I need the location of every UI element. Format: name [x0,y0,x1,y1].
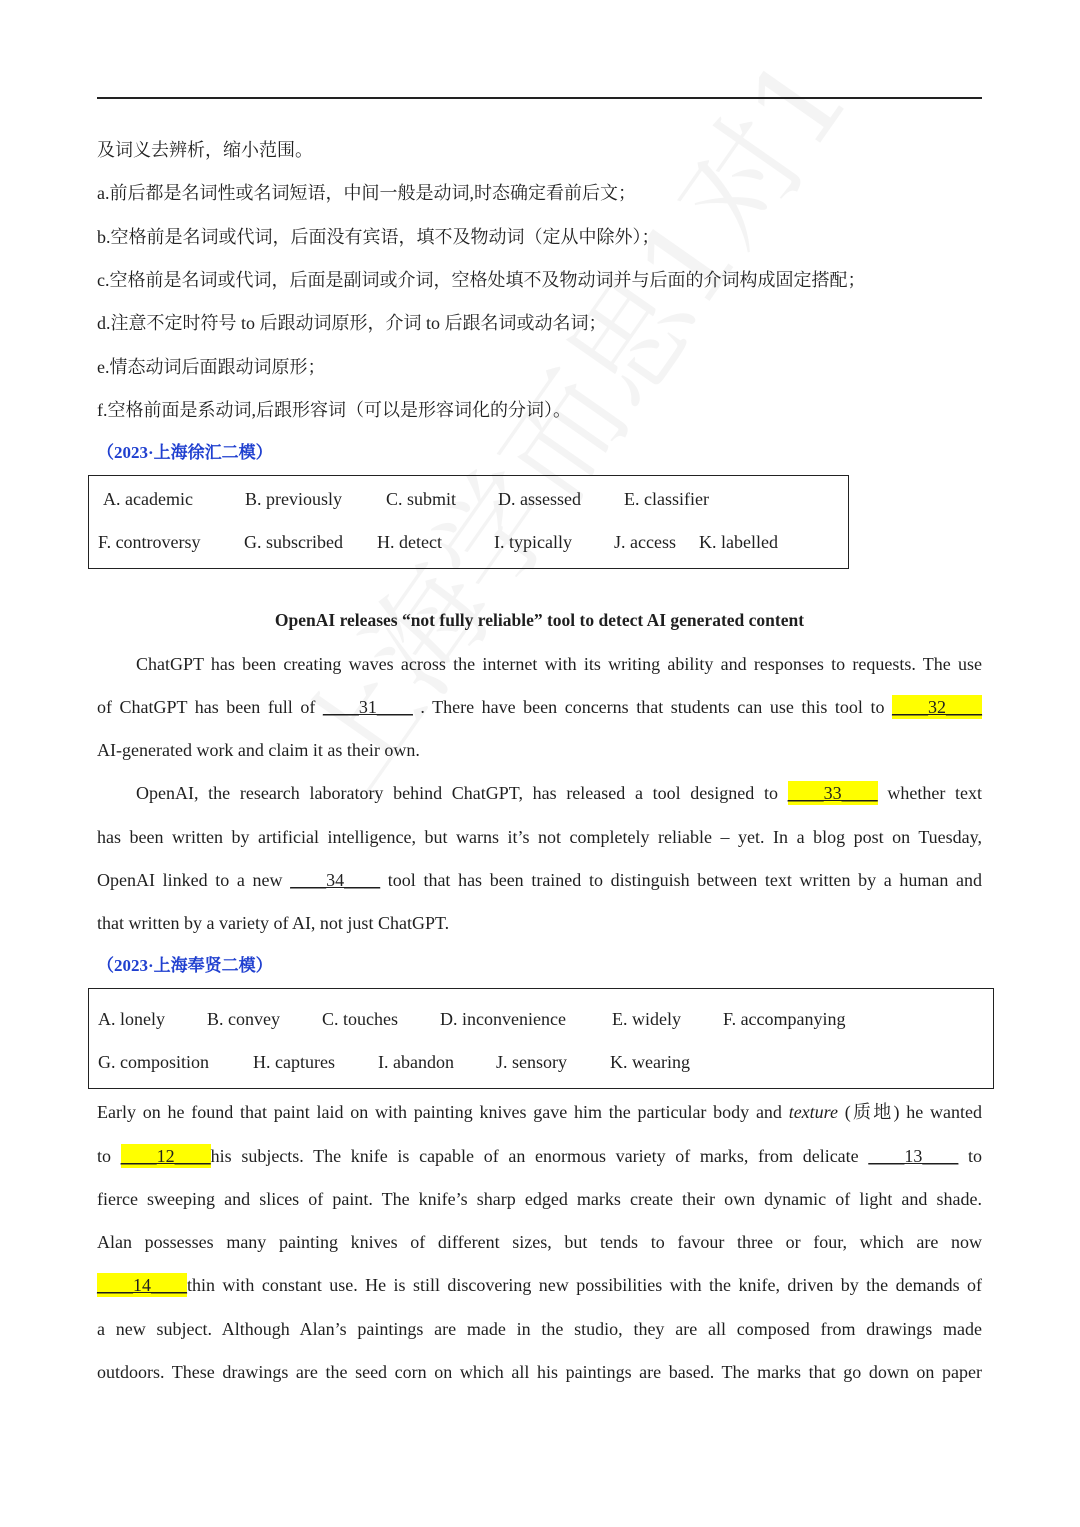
option: H. captures [253,1052,335,1072]
header-rule [97,97,982,99]
option: J. sensory [496,1052,567,1072]
option: K. labelled [699,532,778,552]
option: B. previously [245,489,342,509]
passage-line: ____14____thin with constant use. He is still discovering new possibilities with the knife, driven by the demands of [97,1275,982,1295]
passage-title: OpenAI releases “not fully reliable” tool to detect AI generated content [274,610,805,630]
option: E. classifier [624,489,709,509]
option: H. detect [377,532,442,552]
passage-line: of ChatGPT has been full of ____31____ . There have been concerns that students can use this tool to ____32____ [97,697,982,717]
passage-line: outdoors. These drawings are the seed corn on which all his paintings are based. The marks that go down on paper [97,1362,982,1382]
option: G. subscribed [244,532,343,552]
option: G. composition [98,1052,209,1072]
passage-line: Alan possesses many painting knives of different sizes, but tends to favour three or four, which are now [97,1232,982,1252]
passage-line: OpenAI, the research laboratory behind ChatGPT, has released a tool designed to ____33____ whether text [136,783,982,803]
passage-line: a new subject. Although Alan’s paintings are made in the studio, they are all composed from drawings made [97,1319,982,1339]
passage-line: that written by a variety of AI, not just ChatGPT. [97,913,450,933]
option: E. widely [612,1009,681,1029]
option: I. typically [494,532,572,552]
option: C. touches [322,1009,398,1029]
passage-line: AI-generated work and claim it as their own. [97,740,420,760]
option: I. abandon [378,1052,454,1072]
option: K. wearing [610,1052,690,1072]
source-label: （2023·上海徐汇二模） [97,443,273,462]
passage-line: ChatGPT has been creating waves across the internet with its writing ability and responses to requests. The use [136,654,982,674]
blank-12: ____12____ [120,1146,211,1166]
option: F. controversy [98,532,201,552]
option: C. submit [386,489,457,509]
option: J. access [614,532,676,552]
passage-line: fierce sweeping and slices of paint. The knife’s sharp edged marks create their own dynamic of light and shade. [97,1189,982,1209]
passage-line: has been written by artificial intelligence, but warns it’s not completely reliable – yet. In a blog post on Tuesday, [97,827,982,847]
blank-33: ____33____ [787,783,878,803]
passage-line: to ____12____his subjects. The knife is capable of an enormous variety of marks, from delicate ____13____ to [97,1146,982,1166]
blank-14: ____14____ [97,1275,187,1295]
blank-32: ____32____ [892,697,982,717]
note-line: b.空格前是名词或代词，后面没有宾语，填不及物动词（定从中除外）； [97,227,660,247]
options-box [88,988,994,1089]
note-line: 及词义去辨析，缩小范围。 [97,140,313,160]
passage-line: Early on he found that paint laid on with painting knives gave him the particular body and texture (质地) he wanted [97,1102,982,1122]
option: A. lonely [98,1009,165,1029]
option: B. convey [207,1009,280,1029]
note-line: a.前后都是名词性或名词短语，中间一般是动词,时态确定看前后文； [97,183,636,203]
blank-34: ____34____ [290,870,381,890]
option: D. inconvenience [440,1009,566,1029]
option: D. assessed [498,489,581,509]
source-label: （2023·上海奉贤二模） [97,956,273,975]
note-line: c.空格前是名词或代词，后面是副词或介词，空格处填不及物动词并与后面的介词构成固定搭配； [97,270,866,290]
note-line: e.情态动词后面跟动词原形； [97,357,326,377]
blank-13: ____13____ [868,1146,959,1166]
blank-31: ____31____ [322,697,413,717]
options-box [88,475,849,569]
note-line: d.注意不定时符号 to 后跟动词原形，介词 to 后跟名词或动名词； [97,313,607,333]
option: F. accompanying [723,1009,846,1029]
option: A. academic [103,489,193,509]
note-line: f.空格前面是系动词,后跟形容词（可以是形容词化的分词）。 [97,400,571,420]
passage-line: OpenAI linked to a new ____34____ tool that has been trained to distinguish between text written by a human and [97,870,982,890]
